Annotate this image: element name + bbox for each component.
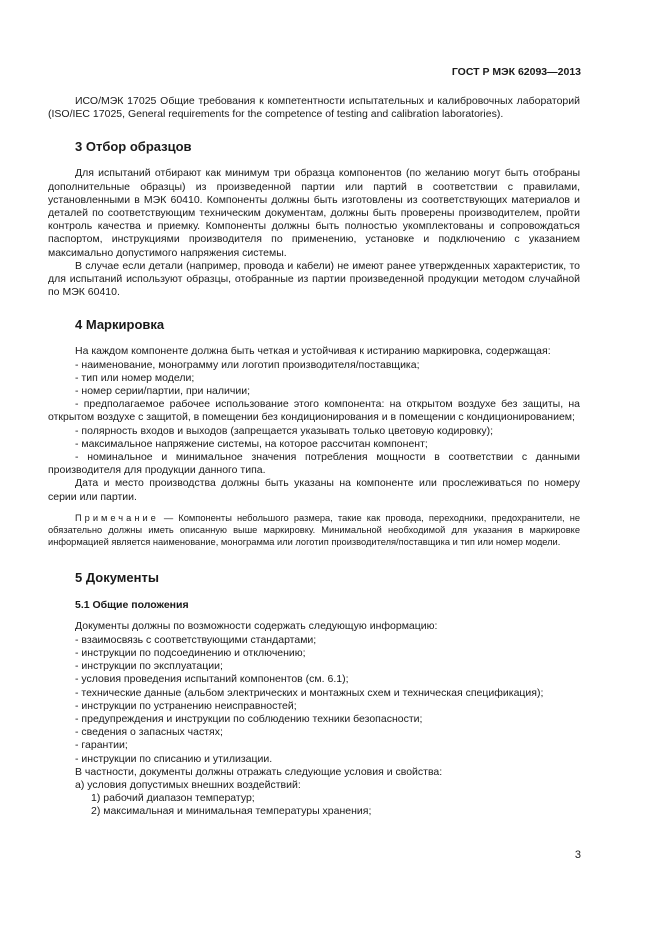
list-item: - наименование, монограмму или логотип производителя/поставщика; — [75, 358, 420, 371]
page-number: 3 — [574, 849, 581, 861]
list-item: - максимальное напряжение системы, на которое рассчитан компонент; — [75, 437, 428, 450]
list-item: - сведения о запасных частях; — [75, 726, 223, 739]
list-item: - условия проведения испытаний компонентов (см. 6.1); — [75, 673, 349, 686]
section-5-intro: Документы должны по возможности содержать следующую информацию: — [75, 620, 438, 633]
list-item: - предполагаемое рабочее использование этого компонента: на открытом воздухе без защиты, на открытом воздухе с защитой, в помещении без кондиционирования и в помещении с кондиционированием; — [48, 398, 580, 424]
section-3-paragraph-1: Для испытаний отбирают как минимум три образца компонентов (по желанию могут быть отобраны дополнительные образцы) из произведенной партии или партий в соответствии с правилами, установленными в МЭК 60410. Компоненты должны быть изготовлены из соответствующих материалов и деталей по соответствующим техническим документам, должны быть проверены производителем, пройти контроль качества и приемку. Компоненты должны быть полностью укомплектованы и сопровождаться паспортом, инструкциями производителя по применению, установке и подключению с указанием максимально допустимого напряжения системы. — [48, 167, 580, 259]
section-4-heading: 4 Маркировка — [75, 317, 165, 333]
sub-list-item: 1) рабочий диапазон температур; — [91, 792, 255, 805]
documents-list — [48, 634, 580, 766]
list-item: - инструкции по эксплуатации; — [75, 660, 223, 673]
list-item: - номинальное и минимальное значения потребления мощности в соответствии с данными производителя для продукции данного типа. — [48, 451, 580, 477]
section-3-heading: 3 Отбор образцов — [75, 139, 192, 155]
subsection-5-1-heading: 5.1 Общие положения — [75, 599, 189, 612]
sub-list-item: 2) максимальная и минимальная температуры хранения; — [91, 805, 372, 818]
list-item: - номер серии/партии, при наличии; — [75, 385, 251, 398]
list-item-a: а) условия допустимых внешних воздействий: — [75, 778, 301, 791]
list-item: - тип или номер модели; — [75, 371, 195, 384]
reference-paragraph: ИСО/МЭК 17025 Общие требования к компетентности испытательных и калибровочных лабораторий (ISO/IEC 17025, General requirements for the competence of testing and calibration laboratories). — [48, 95, 580, 121]
list-item: - предупреждения и инструкции по соблюдению техники безопасности; — [75, 712, 423, 725]
note-text: — Компоненты небольшого размера, такие как провода, переходники, предохранители, не обязательно должны иметь описанную выше маркировку. Минимальной необходимой для указания в маркировке информацией является наименование, монограмма или логотип производителя/поставщика и тип или номер модели. — [48, 512, 580, 548]
document-standard-header: ГОСТ Р МЭК 62093—2013 — [451, 66, 581, 78]
list-item: - взаимосвязь с соответствующими стандартами; — [75, 633, 317, 646]
marking-note — [48, 512, 580, 549]
list-item: - полярность входов и выходов (запрещается указывать только цветовую кодировку); — [75, 424, 493, 437]
list-item: - инструкции по списанию и утилизации. — [75, 752, 273, 765]
section-5-heading: 5 Документы — [75, 570, 159, 586]
section-4-outro: Дата и место производства должны быть указаны на компоненте или прослеживаться по номеру серии или партии. — [48, 477, 580, 503]
note-label: Примечание — [75, 512, 159, 523]
section-4-intro: На каждом компоненте должна быть четкая и устойчивая к истиранию маркировка, содержащая: — [75, 345, 551, 358]
page-content — [48, 95, 580, 819]
section-3-paragraph-2: В случае если детали (например, провода и кабели) не имеют ранее утвержденных характеристик, то для испытаний используют образцы, отобранные из партии произведенной продукции методом случайной по МЭК 60410. — [48, 259, 580, 299]
section-5-detail-intro: В частности, документы должны отражать следующие условия и свойства: — [75, 765, 443, 778]
list-item: - инструкции по устранению неисправностей; — [75, 699, 297, 712]
marking-list — [48, 359, 580, 478]
list-item: - гарантии; — [75, 739, 128, 752]
list-item: - инструкции по подсоединению и отключению; — [75, 646, 306, 659]
list-item: - технические данные (альбом электрических и монтажных схем и техническая спецификация); — [75, 686, 544, 699]
